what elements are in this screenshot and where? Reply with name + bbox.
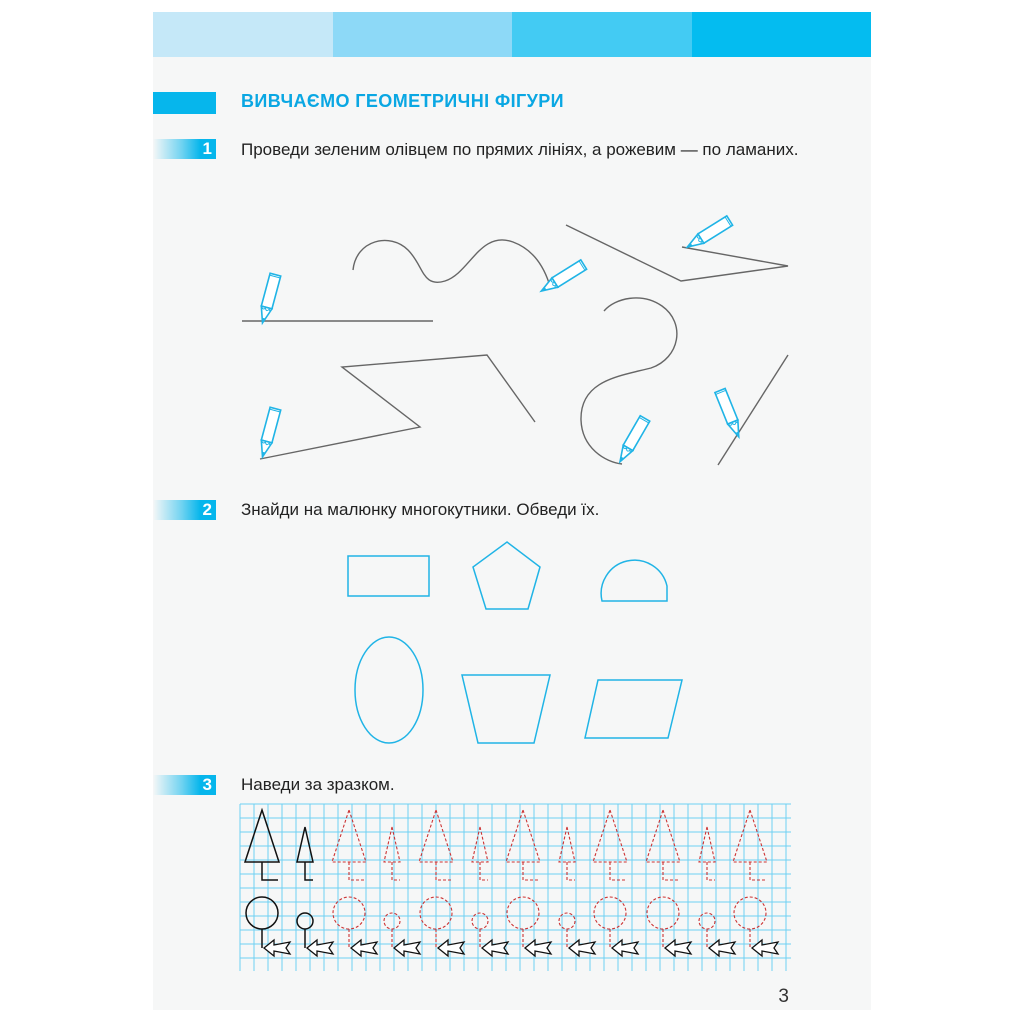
broken-line-2: [260, 355, 535, 459]
tree-trunk: [707, 862, 715, 880]
task-2-number: 2: [202, 500, 212, 519]
arrow-icon: [307, 940, 333, 956]
pencil-icon: [257, 407, 281, 458]
balloon-circle: [699, 913, 715, 929]
tree-trunk: [262, 862, 278, 880]
balloon-circle: [297, 913, 313, 929]
arrow-icon: [709, 940, 735, 956]
arrow-icon: [438, 940, 464, 956]
page-number: 3: [778, 986, 789, 1007]
balloon-circle: [472, 913, 488, 929]
section-title: ВИВЧАЄМО ГЕОМЕТРИЧНІ ФІГУРИ: [241, 91, 565, 111]
task-3-text: Наведи за зразком.: [241, 775, 395, 794]
task-1-number: 1: [202, 139, 212, 158]
tree-trunk: [567, 862, 575, 880]
shape-trapezoid: [462, 675, 550, 743]
task-1-lines: [242, 225, 788, 465]
arrow-icon: [569, 940, 595, 956]
task-1-text: Проведи зеленим олівцем по прямих лініях, а рожевим — по ламаних.: [241, 140, 799, 159]
pencil-icon: [615, 416, 650, 465]
broken-line-1: [566, 225, 788, 281]
balloon-circle: [559, 913, 575, 929]
tree-trunk: [663, 862, 679, 880]
pencil-icon: [257, 273, 281, 324]
task-2-shapes: [348, 542, 682, 743]
shape-parallelogram: [585, 680, 682, 738]
shape-semicircle: [601, 560, 667, 601]
shape-rectangle: [348, 556, 429, 596]
pencil-icon: [684, 216, 732, 252]
curve-line-1: [353, 240, 549, 283]
tree-trunk: [305, 862, 313, 880]
arrow-icon: [665, 940, 691, 956]
arrow-icon: [752, 940, 778, 956]
arrow-icon: [525, 940, 551, 956]
arrow-icon: [351, 940, 377, 956]
task-2-text: Знайди на малюнку многокутники. Обведи їх.: [241, 500, 600, 519]
arrow-icon: [482, 940, 508, 956]
tree-trunk: [349, 862, 365, 880]
balloon-circle: [384, 913, 400, 929]
tree-trunk: [523, 862, 539, 880]
pencil-icon: [538, 260, 586, 296]
shape-oval: [355, 637, 423, 743]
arrow-icon: [612, 940, 638, 956]
tree-trunk: [480, 862, 488, 880]
tree-trunk: [392, 862, 400, 880]
arrow-icon: [394, 940, 420, 956]
task-3-number: 3: [202, 775, 212, 794]
shape-pentagon: [473, 542, 540, 609]
